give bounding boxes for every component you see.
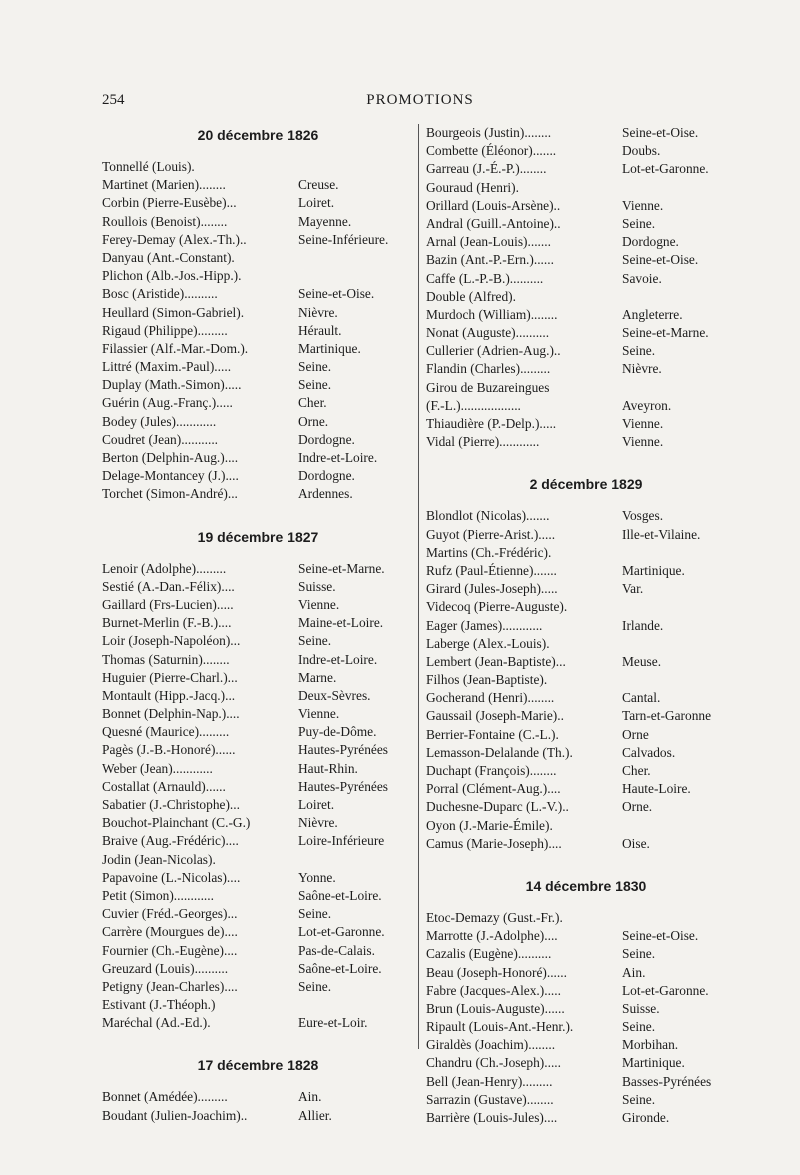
entry-name: Pagès (J.-B.-Honoré)...... [102, 742, 236, 758]
entry-place: Nièvre. [298, 815, 338, 831]
list-item [102, 669, 414, 687]
entry-place: Suisse. [298, 578, 336, 594]
entry-name: Arnal (Jean-Louis)....... [426, 234, 551, 250]
list-item [102, 796, 414, 814]
entry-name: Braive (Aug.-Frédéric).... [102, 833, 239, 849]
column-divider [418, 124, 419, 1049]
entry-place: Dordogne. [622, 234, 679, 250]
list-item [102, 485, 414, 503]
entry-place: Haute-Loire. [622, 781, 691, 797]
list-item [426, 233, 746, 251]
list-item [426, 635, 746, 653]
entry-place: Orne. [298, 413, 329, 429]
entry-name: Sestié (A.-Dan.-Félix).... [102, 578, 235, 594]
entry-name: Bosc (Aristide).......... [102, 286, 218, 302]
list-item [102, 431, 414, 449]
list-item [102, 705, 414, 723]
list-item [102, 358, 414, 376]
entry-name: Thiaudière (P.-Delp.)..... [426, 416, 557, 431]
entry-name: (F.-L.).................. [426, 397, 521, 413]
entry-place: Vosges. [622, 508, 664, 524]
entry-place: Dordogne. [298, 468, 355, 484]
list-item [426, 1091, 746, 1109]
list-item [426, 507, 746, 525]
list-item [426, 1036, 746, 1054]
entry-name: Berrier-Fontaine (C.-L.). [426, 726, 559, 742]
entry-place: Seine. [622, 343, 656, 359]
entry-place: Nièvre. [622, 361, 662, 377]
entry-place: Morbihan. [622, 1037, 679, 1053]
entry-place: Saône-et-Loire. [298, 960, 382, 976]
list-item [426, 179, 746, 197]
entry-name: Bouchot-Plainchant (C.-G.) [102, 815, 251, 831]
list-item [102, 413, 414, 431]
entry-name: Bodey (Jules)............ [102, 413, 217, 429]
list-item [426, 982, 746, 1000]
entry-place: Seine-et-Marne. [622, 325, 709, 341]
entry-name: Girou de Buzareingues [426, 379, 550, 395]
list-item [426, 526, 746, 544]
entry-place: Oise. [622, 835, 650, 851]
list-item [426, 397, 746, 415]
entry-name: Lembert (Jean-Baptiste)... [426, 653, 566, 669]
entry-place: Deux-Sèvres. [298, 687, 371, 703]
list-item [102, 194, 414, 212]
list-item [426, 160, 746, 178]
list-item [426, 964, 746, 982]
entry-place: Vienne. [622, 197, 664, 213]
list-item [426, 433, 746, 451]
list-item [102, 942, 414, 960]
section-title: 2 décembre 1829 [529, 476, 643, 493]
list-item [102, 340, 414, 358]
entry-place: Tarn-et-Garonne [622, 708, 712, 724]
entry-place: Seine-et-Oise. [622, 252, 699, 268]
entry-name: Heullard (Simon-Gabriel). [102, 304, 245, 320]
entry-name: Petit (Simon)............ [102, 887, 214, 903]
entry-name: Berton (Delphin-Aug.).... [102, 450, 239, 465]
list-item [102, 1014, 414, 1032]
list-item [102, 851, 414, 869]
entry-name: Gaillard (Frs-Lucien)..... [102, 596, 234, 612]
entry-name: Ripault (Louis-Ant.-Henr.). [426, 1019, 574, 1035]
list-item [102, 267, 414, 285]
entry-name: Delage-Montancey (J.).... [102, 468, 239, 484]
list-item [426, 1073, 746, 1091]
list-item [102, 996, 414, 1014]
entry-place: Seine. [298, 633, 332, 649]
entry-name: Burnet-Merlin (F.-B.).... [102, 615, 232, 631]
entry-place: Puy-de-Dôme. [298, 724, 377, 740]
entry-place: Seine. [622, 946, 656, 962]
entry-name: Marrotte (J.-Adolphe).... [426, 928, 558, 944]
list-item [426, 215, 746, 233]
entry-name: Vidal (Pierre)............ [426, 434, 540, 450]
list-item [102, 578, 414, 596]
list-item [426, 197, 746, 215]
entry-place: Indre-et-Loire. [298, 450, 378, 465]
list-item [426, 342, 746, 360]
entry-place: Orne. [622, 799, 653, 815]
list-item [426, 1018, 746, 1036]
entry-name: Guyot (Pierre-Arist.)..... [426, 526, 556, 542]
entry-place: Seine. [298, 377, 332, 393]
entry-place: Seine. [298, 978, 332, 994]
list-item [102, 814, 414, 832]
entry-name: Barrière (Louis-Jules).... [426, 1110, 558, 1125]
list-item [426, 288, 746, 306]
entry-name: Giraldès (Joachim)........ [426, 1037, 556, 1053]
entry-name: Filhos (Jean-Baptiste). [426, 672, 548, 688]
entry-name: Garreau (J.-É.-P.)........ [426, 161, 547, 177]
entry-place: Creuse. [298, 177, 339, 193]
entry-place: Cher. [298, 395, 327, 411]
section-title: 20 décembre 1826 [197, 127, 319, 143]
list-item [426, 562, 746, 580]
entry-place: Dordogne. [298, 431, 355, 447]
left-column [102, 124, 414, 1125]
list-item [426, 306, 746, 324]
entry-name: Duchesne-Duparc (L.-V.).. [426, 799, 569, 815]
entry-place: Allier. [298, 1107, 332, 1123]
list-item [102, 596, 414, 614]
entry-name: Plichon (Alb.-Jos.-Hipp.). [102, 268, 242, 284]
entry-name: Martinet (Marien)........ [102, 177, 226, 193]
entry-name: Filassier (Alf.-Mar.-Dom.). [102, 340, 249, 356]
entry-place: Calvados. [622, 744, 676, 760]
list-item [426, 780, 746, 798]
list-item [426, 835, 746, 853]
list-item [102, 449, 414, 467]
right-column [426, 124, 746, 1127]
entry-place: Haut-Rhin. [298, 760, 358, 776]
entry-name: Gocherand (Henri)........ [426, 690, 555, 706]
entry-name: Porral (Clément-Aug.).... [426, 781, 561, 797]
entry-place: Yonne. [298, 869, 336, 885]
entry-name: Cuvier (Fréd.-Georges)... [102, 906, 238, 922]
entry-place: Lot-et-Garonne. [298, 924, 385, 940]
list-item [426, 671, 746, 689]
entry-name: Caffe (L.-P.-B.).......... [426, 270, 544, 286]
entry-place: Hautes-Pyrénées [298, 742, 388, 758]
entry-name: Coudret (Jean)........... [102, 431, 219, 447]
list-item [426, 251, 746, 269]
entry-name: Guérin (Aug.-Franç.)..... [102, 395, 233, 411]
list-item [102, 1107, 414, 1125]
list-item [426, 927, 746, 945]
list-item [102, 376, 414, 394]
entry-name: Nonat (Auguste).......... [426, 325, 550, 341]
page-number: 254 [102, 92, 125, 108]
entry-name: Montault (Hipp.-Jacq.)... [102, 687, 236, 703]
list-item [426, 580, 746, 598]
entry-name: Blondlot (Nicolas)....... [426, 508, 550, 524]
list-item [102, 1088, 414, 1106]
entry-place: Martinique. [622, 1055, 685, 1071]
entry-name: Bazin (Ant.-P.-Ern.)...... [426, 252, 554, 268]
entry-place: Maine-et-Loire. [298, 615, 384, 631]
list-item [102, 285, 414, 303]
entry-place: Lot-et-Garonne. [622, 982, 709, 998]
entry-name: Lemasson-Delalande (Th.). [426, 744, 573, 760]
entry-place: Doubs. [622, 143, 661, 159]
entry-name: Duchapt (François)........ [426, 763, 557, 778]
entry-name: Petigny (Jean-Charles).... [102, 978, 238, 994]
entry-name: Rufz (Paul-Étienne)....... [426, 562, 557, 578]
entry-name: Etoc-Demazy (Gust.-Fr.). [426, 909, 563, 925]
entry-place: Seine. [298, 359, 332, 375]
entry-name: Carrère (Mourgues de).... [102, 924, 238, 940]
entry-name: Maréchal (Ad.-Ed.). [102, 1015, 211, 1031]
entry-name: Roullois (Benoist)........ [102, 213, 228, 229]
entry-place: Seine. [622, 1091, 656, 1107]
list-item [426, 360, 746, 378]
list-item [102, 960, 414, 978]
list-item [102, 887, 414, 905]
list-item [426, 1000, 746, 1018]
entry-name: Sarrazin (Gustave)........ [426, 1091, 554, 1107]
entry-name: Jodin (Jean-Nicolas). [102, 851, 216, 867]
entry-name: Ferey-Demay (Alex.-Th.).. [102, 231, 247, 247]
entry-name: Videcoq (Pierre-Auguste). [426, 599, 568, 615]
list-item [102, 213, 414, 231]
list-item [426, 817, 746, 835]
entry-name: Littré (Maxim.-Paul)..... [102, 359, 232, 375]
entry-place: Indre-et-Loire. [298, 651, 378, 667]
list-item [102, 741, 414, 759]
entry-name: Girard (Jules-Joseph)..... [426, 581, 558, 597]
entry-name: Costallat (Arnauld)...... [102, 778, 226, 794]
entry-name: Papavoine (L.-Nicolas).... [102, 869, 241, 885]
entry-name: Thomas (Saturnin)........ [102, 651, 230, 667]
entry-name: Orillard (Louis-Arsène).. [426, 197, 561, 213]
list-item [426, 1054, 746, 1072]
entry-place: Seine-et-Oise. [622, 928, 699, 944]
entry-place: Mayenne. [298, 213, 352, 229]
entry-name: Bonnet (Amédée)......... [102, 1089, 228, 1105]
entry-place: Vienne. [622, 434, 664, 450]
entry-place: Ain. [298, 1089, 322, 1105]
section-title: 17 décembre 1828 [197, 1057, 319, 1074]
entry-place: Loiret. [298, 797, 335, 812]
entry-name: Rigaud (Philippe)......... [102, 322, 228, 338]
entry-name: Sabatier (J.-Christophe)... [102, 797, 240, 812]
entry-place: Angleterre. [622, 306, 683, 322]
list-item [426, 142, 746, 160]
list-item [426, 798, 746, 816]
entry-place: Martinique. [622, 562, 685, 578]
entry-place: Hérault. [298, 322, 342, 338]
entry-name: Torchet (Simon-André)... [102, 486, 238, 502]
entry-name: Danyau (Ant.-Constant). [102, 249, 235, 265]
entry-place: Seine. [622, 215, 656, 231]
list-item [102, 632, 414, 650]
entry-name: Oyon (J.-Marie-Émile). [426, 817, 553, 833]
entry-name: Lenoir (Adolphe)......... [102, 560, 227, 576]
list-item [102, 560, 414, 578]
entry-name: Weber (Jean)............ [102, 760, 213, 776]
list-item [102, 832, 414, 850]
entry-name: Boudant (Julien-Joachim).. [102, 1107, 248, 1123]
entry-name: Quesné (Maurice)......... [102, 724, 230, 740]
entry-place: Seine-et-Oise. [298, 286, 375, 302]
entry-place: Seine-et-Oise. [622, 125, 699, 140]
entry-place: Cantal. [622, 690, 661, 706]
entry-place: Seine-Inférieure. [298, 231, 389, 247]
list-item [102, 249, 414, 267]
entry-name: Flandin (Charles)......... [426, 361, 551, 377]
list-item [426, 270, 746, 288]
list-item [426, 945, 746, 963]
entry-name: Double (Alfred). [426, 288, 516, 304]
list-item [426, 617, 746, 635]
entry-name: Duplay (Math.-Simon)..... [102, 377, 242, 393]
entry-place: Vienne. [298, 706, 340, 722]
list-item [426, 653, 746, 671]
list-item [102, 467, 414, 485]
entry-place: Loire-Inférieure [298, 833, 385, 849]
list-item [426, 909, 746, 927]
entry-place: Aveyron. [622, 397, 672, 413]
entry-name: Loir (Joseph-Napoléon)... [102, 633, 241, 649]
entry-name: Beau (Joseph-Honoré)...... [426, 964, 567, 980]
entry-place: Lot-et-Garonne. [622, 161, 709, 177]
entry-place: Seine. [622, 1019, 656, 1035]
entry-place: Vienne. [622, 416, 664, 431]
entry-name: Gaussail (Joseph-Marie).. [426, 708, 564, 724]
entry-name: Estivant (J.-Théoph.) [102, 997, 216, 1013]
list-item [102, 923, 414, 941]
list-item [426, 598, 746, 616]
entry-place: Pas-de-Calais. [298, 942, 375, 958]
entry-place: Gironde. [622, 1110, 670, 1125]
entry-place: Var. [622, 581, 644, 597]
entry-name: Combette (Éléonor)....... [426, 143, 557, 159]
entry-place: Basses-Pyrénées [622, 1073, 712, 1089]
entry-place: Eure-et-Loir. [298, 1015, 368, 1031]
list-item [102, 304, 414, 322]
entry-place: Cher. [622, 763, 651, 778]
list-item [426, 324, 746, 342]
entry-name: Bell (Jean-Henry)......... [426, 1073, 553, 1089]
entry-place: Ain. [622, 964, 646, 980]
entry-name: Camus (Marie-Joseph).... [426, 835, 562, 851]
list-item [102, 322, 414, 340]
entry-name: Corbin (Pierre-Eusèbe)... [102, 195, 237, 211]
list-item [426, 689, 746, 707]
list-item [426, 379, 746, 397]
entry-place: Seine. [298, 906, 332, 922]
entry-place: Nièvre. [298, 304, 338, 320]
entry-name: Fournier (Ch.-Eugène).... [102, 942, 238, 958]
list-item [102, 394, 414, 412]
entry-name: Bonnet (Delphin-Nap.).... [102, 706, 240, 722]
entry-name: Cazalis (Eugène).......... [426, 946, 552, 962]
entry-name: Brun (Louis-Auguste)...... [426, 1000, 565, 1016]
entry-place: Martinique. [298, 340, 361, 356]
entry-place: Saône-et-Loire. [298, 887, 382, 903]
entry-name: Gouraud (Henri). [426, 179, 519, 195]
entry-place: Suisse. [622, 1000, 660, 1016]
entry-name: Martins (Ch.-Frédéric). [426, 544, 552, 560]
list-item [102, 651, 414, 669]
running-head: PROMOTIONS [366, 92, 474, 108]
entry-place: Seine-et-Marne. [298, 560, 385, 576]
entry-place: Meuse. [622, 653, 662, 669]
list-item [102, 176, 414, 194]
list-item [426, 415, 746, 433]
entry-name: Greuzard (Louis).......... [102, 960, 229, 976]
entry-name: Chandru (Ch.-Joseph)..... [426, 1055, 562, 1071]
list-item [426, 124, 746, 142]
entry-place: Marne. [298, 669, 337, 685]
list-item [102, 760, 414, 778]
entry-place: Ille-et-Vilaine. [622, 526, 701, 542]
list-item [426, 1109, 746, 1127]
list-item [102, 905, 414, 923]
list-item [426, 544, 746, 562]
entry-name: Murdoch (William)........ [426, 306, 558, 322]
list-item [426, 726, 746, 744]
entry-place: Irlande. [622, 617, 664, 633]
entry-name: Fabre (Jacques-Alex.)..... [426, 982, 561, 998]
list-item [102, 869, 414, 887]
section-title: 14 décembre 1830 [525, 877, 647, 894]
list-item [102, 723, 414, 741]
entry-name: Tonnellé (Louis). [102, 159, 195, 174]
entry-place: Loiret. [298, 195, 335, 211]
list-item [426, 762, 746, 780]
list-item [102, 778, 414, 796]
entry-place: Hautes-Pyrénées [298, 778, 388, 794]
list-item [102, 158, 414, 176]
list-item [102, 231, 414, 249]
list-item [426, 707, 746, 725]
entry-place: Savoie. [622, 270, 662, 286]
entry-place: Ardennes. [298, 486, 353, 502]
entry-place: Orne [622, 726, 649, 742]
entry-name: Laberge (Alex.-Louis). [426, 635, 550, 651]
list-item [102, 614, 414, 632]
list-item [426, 744, 746, 762]
list-item [102, 687, 414, 705]
entry-name: Huguier (Pierre-Charl.)... [102, 669, 238, 685]
entry-name: Eager (James)............ [426, 617, 543, 633]
section-title: 19 décembre 1827 [197, 528, 319, 545]
entry-place: Vienne. [298, 596, 340, 612]
entry-name: Cullerier (Adrien-Aug.).. [426, 343, 561, 359]
list-item [102, 978, 414, 996]
entry-name: Andral (Guill.-Antoine).. [426, 215, 561, 231]
entry-name: Bourgeois (Justin)........ [426, 125, 552, 140]
